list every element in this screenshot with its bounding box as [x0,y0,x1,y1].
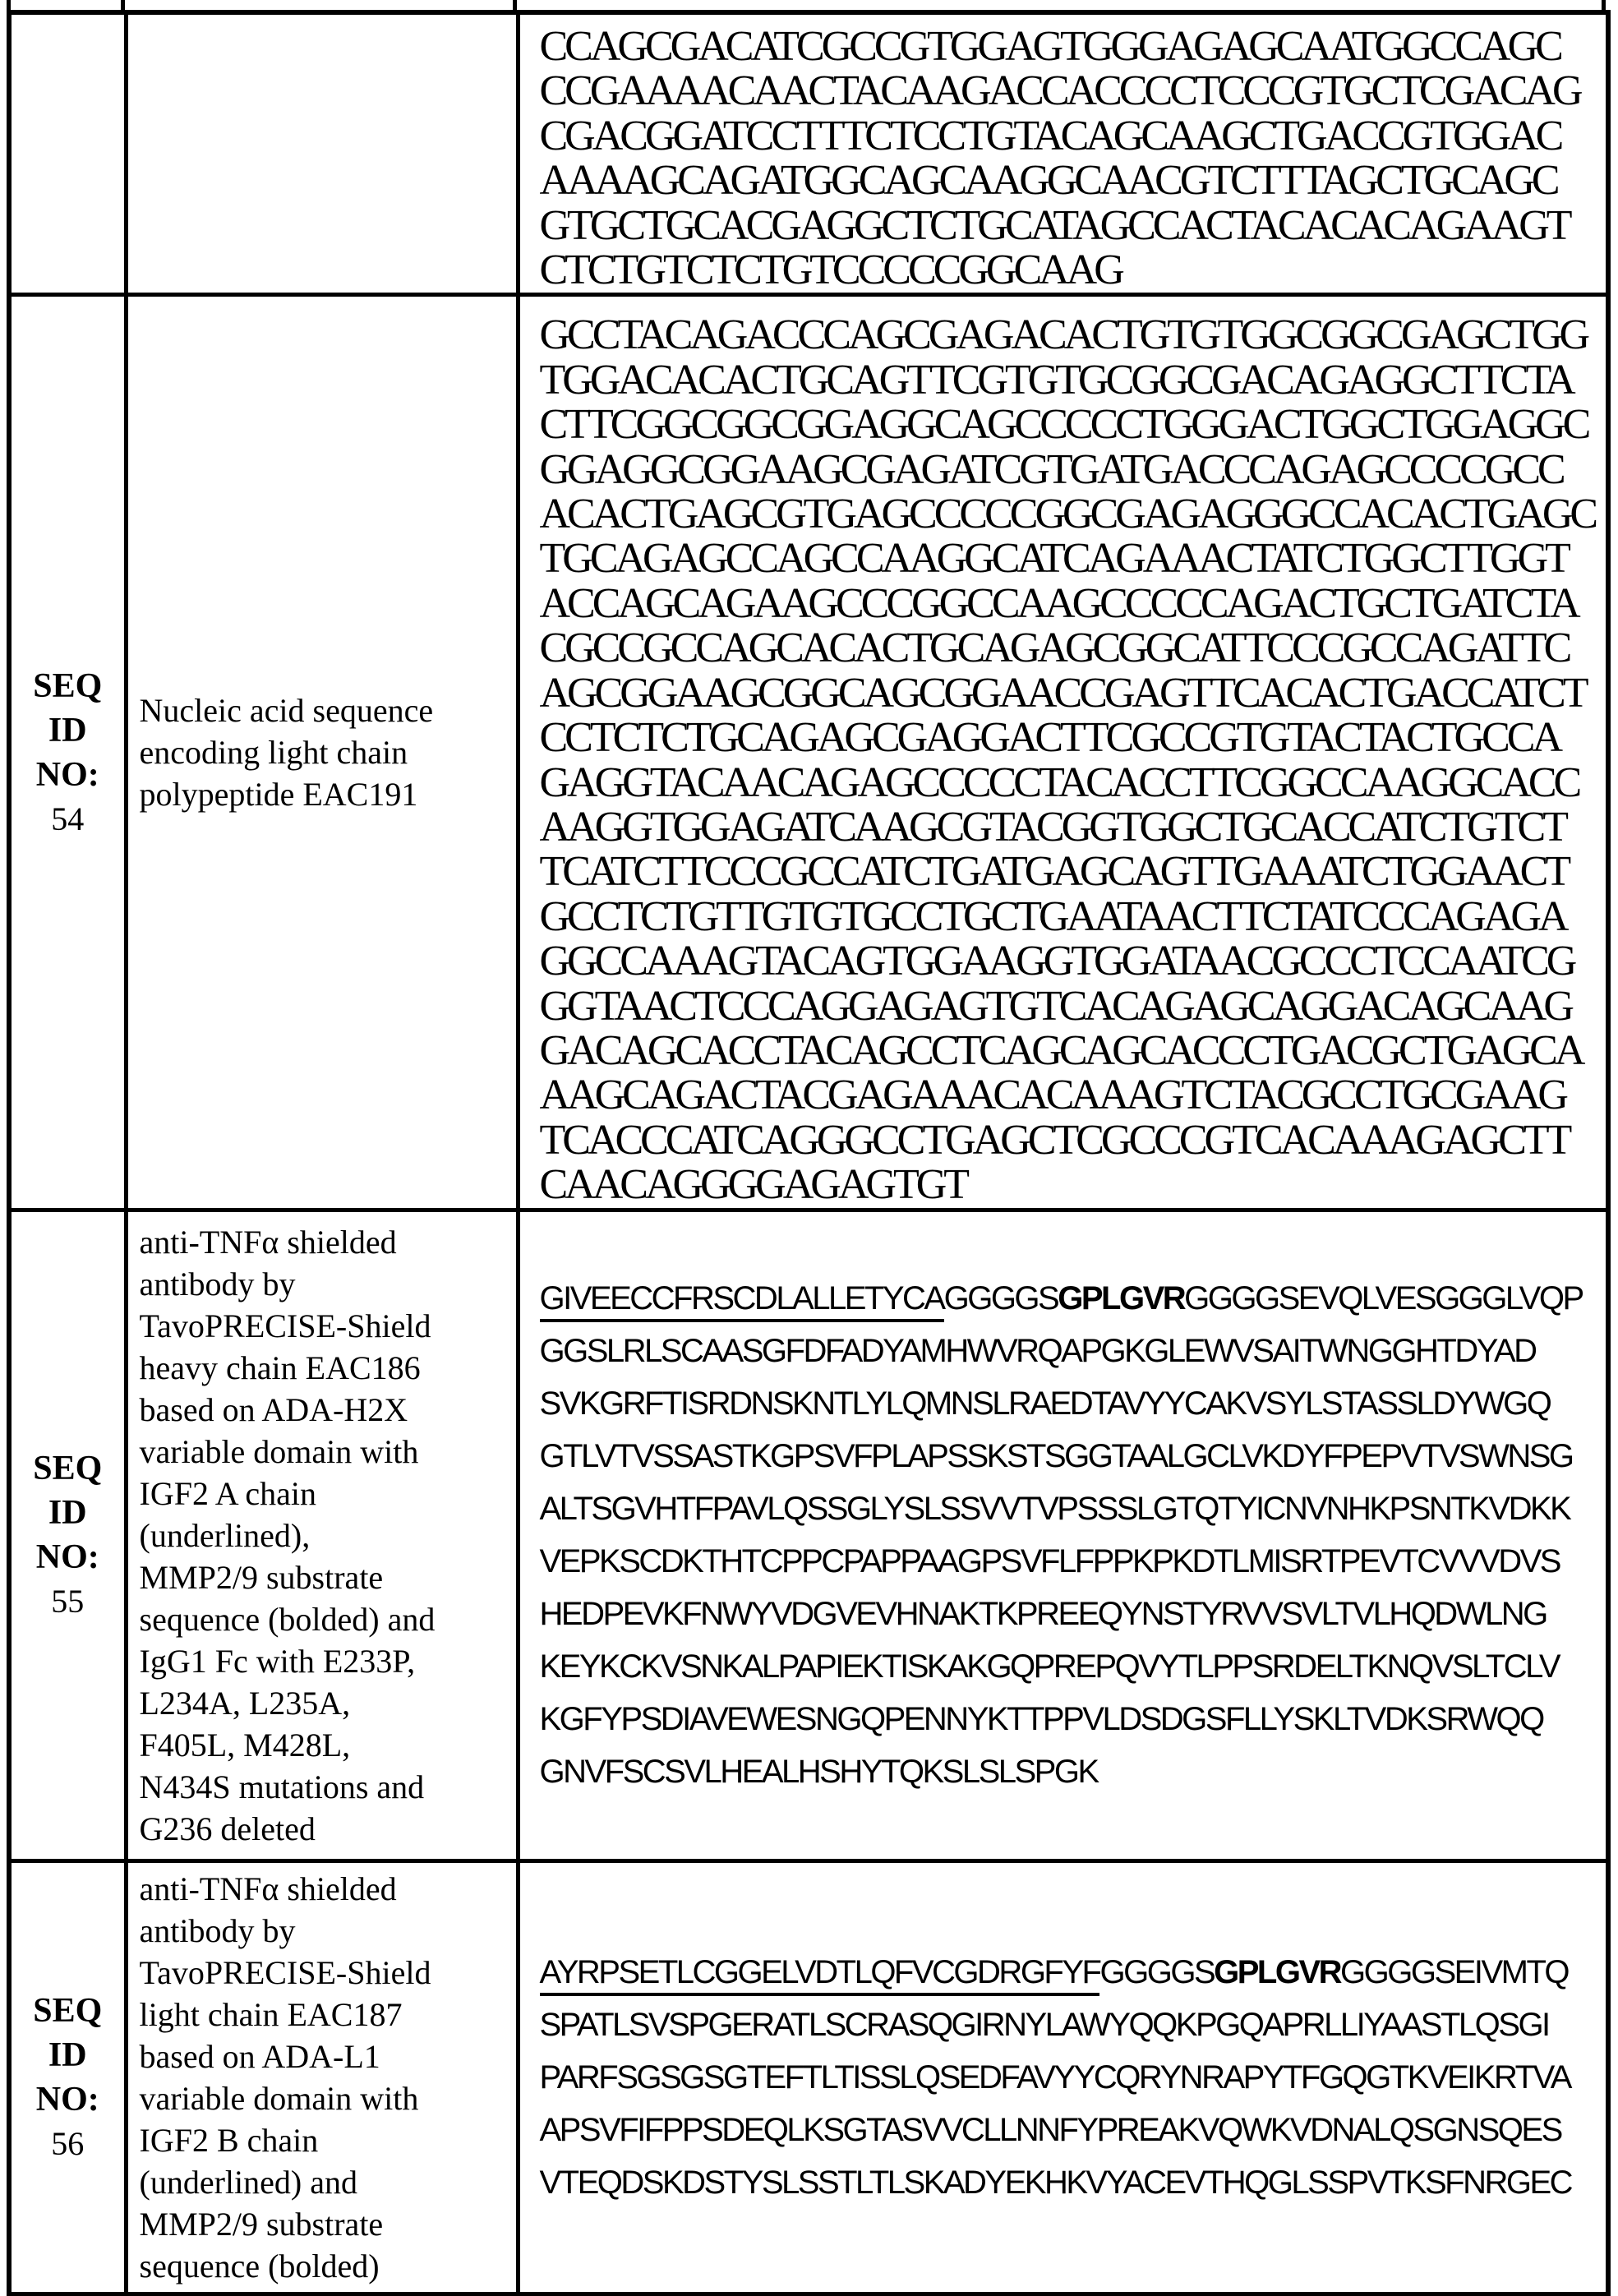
seq-id-cell-54 [9,295,126,1210]
dna-sequence-text: CCAGCGACATCGCCGTGGAGTGGGAGAGCAATGGCCAGC CCGAAAACAACTACAAGACCACCCCTCCCGTGCTCGACAG CGACGGATCCTTTCTCCTGTACAGCAAGCTGACCGTGGAC AAAAGCAGATGGCAGCAAGGCAACGTCTTTAGCTGCAGC GTGCTGCACGAGGCTCTGCATAGCCACTACACACAGAAGT CTCTGTCTCTGTCCCCCGGCAAG [539,23,1580,294]
sequence-cell-continuation [518,12,1608,295]
sequence-cell-55 [518,1210,1608,1860]
protein-sequence-lines: SPATLSVSPGERATLSCRASQGIRNYLAWYQQKPGQAPRLLIYAASTLQSGI PARFSGSGSGTEFTLTISSLQSEDFAVYYCQRYNRAPYTFGQGTKVEIKRTVA APSVFIFPPSDEQLKSGTASVVCLLNNFYPREAKVQWKVDNALQSGNSQES VTEQDSKDSTYSLSSTLTLSKADYEKHKVYACEVTHQGLSSPVTKSFNRGEC [539,2006,1572,2201]
protein-sequence-lines: GGSLRLSCAASGFDFADYAMHWVRQAPGKGLEWVSAITWNGGHTDYAD SVKGRFTISRDNSKNTLYLQMNSLRAEDTAVYYCAKVSYLSTASSLDYWGQ GTLVTVSSASTKGPSVFPLAPSSKSTSGGTAALGCLVKDYFPEPVTVSWNSG ALTSGVHTFPAVLQSSGLYSLSSVVTVPSSSLGTQTYICNVNHKPSNTKVDKK VEPKSCDKTHTCPPCPAPPAAGPSVFLFPPKPKDTLMISRTPEVTCVVVDVS HEDPEVKFNWYVDGVEVHNAKTKPREEQYNSTYRVVSVLTVLHQDWLNG KEYKCKVSNKALPAPIEKTISKAKGQPREPQVYTLPPSRDELTKNQVSLTCLV KGFYPSDIAVEWESNGQPENNYKTTPPVLDSDGSFLLYSKLTVDKSRWQQ GNVFSCSVLHEALHSHYTQKSLSLSPGK [539,1333,1573,1791]
sequence-listing-table [7,10,1611,2296]
description-cell-empty [126,12,518,295]
seq-id-label: SEQ ID NO: [33,1450,103,1577]
description-text: Nucleic acid sequence encoding light chain polypeptide EAC191 [139,692,434,813]
seq-id-cell-empty [9,12,126,295]
seq-id-number: 56 [51,2124,85,2162]
description-text: anti-TNFα shielded antibody by TavoPRECISE-Shield heavy chain EAC186 based on ADA-H2X variable domain with IGF2 A chain (underlined), MMP2/9 substrate sequence (bolded) and IgG1 Fc with E233P, L234A, L235A, F405L, M428L, N434S mutations and G236 deleted [139,1223,436,1847]
table-row-seq55 [9,1210,1608,1860]
seq-id-cell-55 [9,1210,126,1860]
dna-sequence-text: GCCTACAGACCCAGCGAGACACTGTGTGGCGGCGAGCTGG TGGACACACTGCAGTTCGTGTGCGGCGACAGAGGCTTCTA CTTCGGCGGCGGAGGCAGCCCCCTGGGACTGGCTGGAGGC GGAGGCGGAAGCGAGATCGTGATGACCCAGAGCCCCGCC ACACTGAGCGTGAGCCCCCGGCGAGAGGGCCACACTGAGC TGCAGAGCCAGCCAAGGCATCAGAAACTATCTGGCTTGGT ACCAGCAGAAGCCCGGCCAAGCCCCCAGACTGCTGATCTA CGCCGCCAGCACACTGCAGAGCGGCATTCCCGCCAGATTC AGCGGAAGCGGCAGCGGAACCGAGTTCACACTGACCATCT CCTCTCTGCAGAGCGAGGACTTCGCCGTGTACTACTGCCA GAGGTACAACAGAGCCCCCTACACCTTCGGCCAAGGCACC AAGGTGGAGATCAAGCGTACGGTGGCTGCACCATCTGTCT TCATCTTCCCGCCATCTGATGAGCAGTTGAAATCTGGAACT GCCTCTGTTGTGTGCCTGCTGAATAACTTCTATCCCAGAGA GGCCAAAGTACAGTGGAAGGTGGATAACGCCCTCCAATCG GGTAACTCCCAGGAGAGTGTCACAGAGCAGGACAGCAAG GACAGCACCTACAGCCTCAGCAGCACCCTGACGCTGAGCA AAGCAGACTACGAGAAACACAAAGTCTACGCCTGCGAAG TCACCCATCAGGGCCTGAGCTCGCCCGTCACAAAGAGCTT CAACAGGGGAGAGTGT [539,311,1596,1209]
sequence-cell-56 [518,1860,1608,2294]
table-row-seq54 [9,295,1608,1210]
seq-id-label: SEQ ID NO: [33,1991,103,2118]
seq-id-label: SEQ ID NO: [33,666,103,794]
table-row-continuation [9,12,1608,295]
protein-sequence-text [520,1219,1606,1851]
table-row-seq56 [9,1860,1608,2294]
seq-id-cell-56 [9,1860,126,2294]
seq-id-number: 55 [51,1583,85,1621]
sequence-cell-54 [518,295,1608,1210]
seq-id-number: 54 [51,800,85,837]
protein-sequence-first-line: GIVEECCFRSCDLALLETYCAGGGGSGPLGVRGGGGSEVQLVESGGGLVQP [540,1272,1602,1325]
description-cell-55 [126,1210,518,1860]
description-cell-54 [126,295,518,1210]
description-cell-56 [126,1860,518,2294]
description-text: anti-TNFα shielded antibody by TavoPRECISE-Shield light chain EAC187 based on ADA-L1 variable domain with IGF2 B chain (underlined) and MMP2/9 substrate sequence (bolded) [139,1870,431,2284]
protein-sequence-text [520,1893,1606,2261]
protein-sequence-first-line: AYRPSETLCGGELVDTLQFVCGDRGFYFGGGGSGPLGVRGGGGSEIVMTQ [540,1946,1602,1999]
